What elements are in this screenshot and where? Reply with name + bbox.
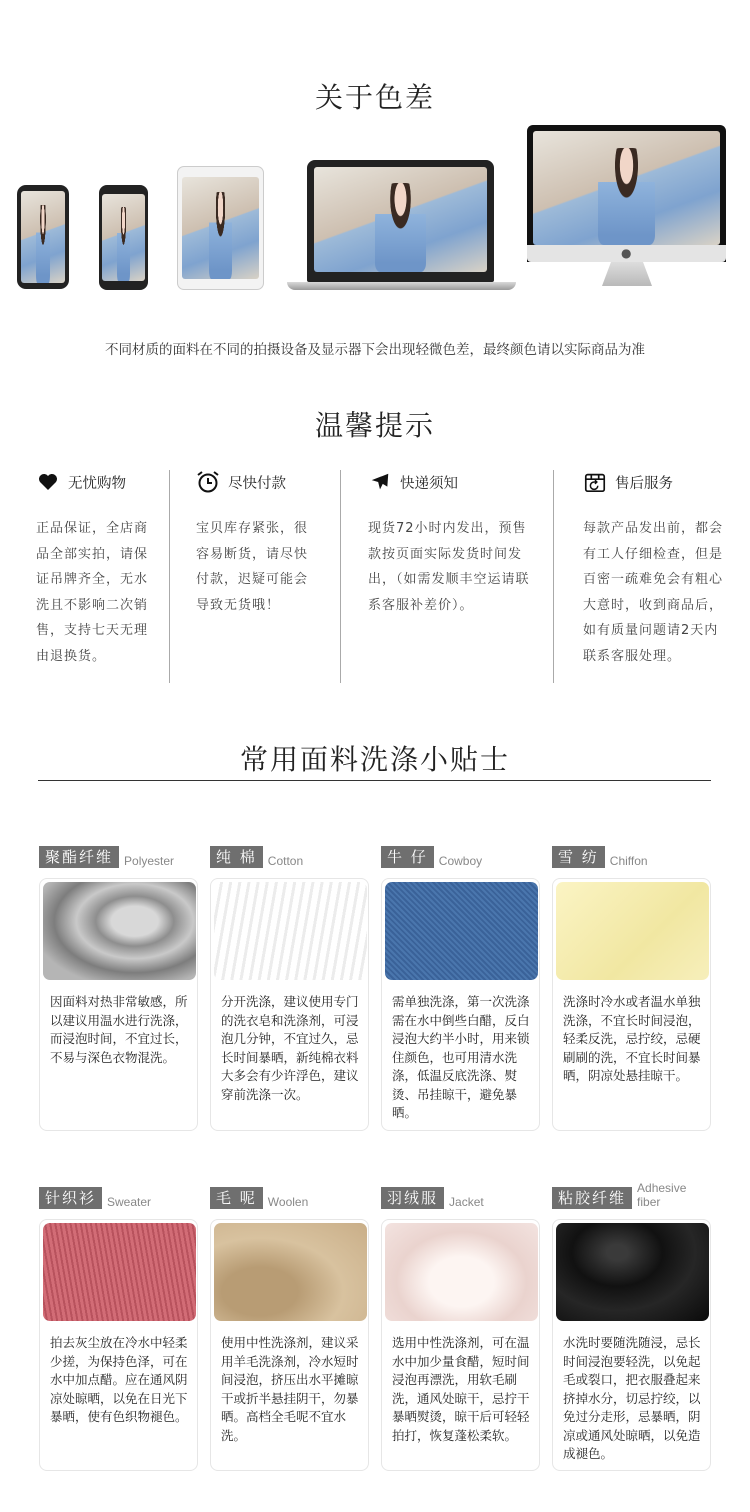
tip-text: 宝贝库存紧张，很容易断货，请尽快付款，迟疑可能会导致无货哦！ bbox=[196, 521, 309, 613]
divider bbox=[340, 470, 341, 683]
heart-icon bbox=[36, 470, 60, 494]
divider bbox=[553, 470, 554, 683]
laptop-device-image bbox=[307, 160, 494, 282]
fabric-care-text: 选用中性洗涤剂，可在温水中加少量食醋，短时间浸泡再漂洗，用软毛刷洗，通风处晾干，忌拧干暴晒熨烫，晾干后可轻轻拍打，恢复蓬松柔软。 bbox=[392, 1335, 530, 1443]
fabric-swatch-image bbox=[43, 882, 196, 980]
alarm-clock-icon bbox=[196, 470, 220, 494]
fabric-name-en: Woolen bbox=[267, 1195, 309, 1209]
tip-pay-soon bbox=[196, 468, 314, 618]
fabric-card-chiffon bbox=[552, 846, 711, 1131]
fabric-name-cn: 雪 纺 bbox=[552, 846, 605, 868]
phone-device-image bbox=[99, 185, 148, 290]
tip-shipping bbox=[368, 468, 532, 618]
fabric-swatch-image bbox=[385, 1223, 538, 1321]
fabric-care-text: 拍去灰尘放在冷水中轻柔少搓，为保持色泽，可在水中加点醋。应在通风阴凉处晾晒，以免在日光下暴晒，使有色织物褪色。 bbox=[50, 1335, 188, 1424]
fabric-name-en: Sweater bbox=[107, 1195, 152, 1209]
tip-after-sales bbox=[583, 468, 723, 669]
tablet-device-image bbox=[177, 166, 264, 290]
tip-label: 快递须知 bbox=[400, 475, 458, 492]
color-diff-title: 关于色差 bbox=[314, 81, 435, 114]
monitor-stand bbox=[602, 262, 652, 286]
fabric-name-en: Adhesive fiber bbox=[637, 1181, 687, 1209]
tips-title: 温馨提示 bbox=[314, 409, 435, 442]
device-showcase bbox=[0, 120, 750, 300]
fabric-name-en: Chiffon bbox=[609, 854, 648, 868]
fabric-swatch-image bbox=[43, 1223, 196, 1321]
tip-label: 尽快付款 bbox=[228, 475, 286, 492]
fabric-care-text: 因面料对热非常敏感，所以建议用温水进行洗涤，而浸泡时间，不宜过长，不易与深色衣物混洗。 bbox=[50, 994, 188, 1065]
fabric-name-cn: 粘胶纤维 bbox=[552, 1187, 632, 1209]
fabric-care-text: 需单独洗涤，第一次洗涤需在水中倒些白醋，反白浸泡大约半小时，用来锁住颜色，也可用清水洗涤，低温反底洗涤、熨烫、吊挂晾干，避免暴晒。 bbox=[392, 994, 530, 1120]
fabric-card-cowboy bbox=[381, 846, 540, 1131]
tip-text: 正品保证，全店商品全部实拍，请保证吊牌齐全，无水洗且不影响二次销售，支持七天无理由退换货。 bbox=[36, 521, 149, 664]
fabric-name-cn: 毛 呢 bbox=[210, 1187, 263, 1209]
divider bbox=[169, 470, 170, 683]
fabric-card-adhesive-fiber bbox=[552, 1181, 711, 1472]
desktop-monitor-image bbox=[527, 125, 726, 262]
fabrics-title: 常用面料洗涤小贴士 bbox=[239, 743, 510, 776]
fabric-swatch-image bbox=[214, 1223, 367, 1321]
fabric-name-en: Polyester bbox=[124, 854, 175, 868]
fabric-care-text: 分开洗涤，建议使用专门的洗衣皂和洗涤剂，可浸泡几分钟，不宜过久，忌长时间暴晒，新纯棉衣料大多会有少许浮色，建议穿前洗涤一次。 bbox=[221, 994, 359, 1102]
tip-text: 每款产品发出前，都会有工人仔细检查，但是百密一疏难免会有粗心大意时，收到商品后，如有质量问题请2天内联系客服处理。 bbox=[583, 521, 724, 664]
tip-label: 无忧购物 bbox=[68, 475, 126, 492]
fabric-swatch-image bbox=[385, 882, 538, 980]
airplane-icon bbox=[368, 470, 392, 494]
fabric-name-cn: 针织衫 bbox=[39, 1187, 102, 1209]
tip-worry-free bbox=[36, 468, 148, 669]
color-diff-caption: 不同材质的面料在不同的拍摄设备及显示器下会出现轻微色差，最终颜色请以实际商品为准 bbox=[105, 342, 645, 358]
fabric-card-woolen bbox=[210, 1187, 369, 1472]
fabric-name-en: Cotton bbox=[267, 854, 304, 868]
phone-device-image bbox=[17, 185, 69, 289]
apple-logo-icon: ● bbox=[621, 246, 632, 260]
fabric-name-en: Cowboy bbox=[438, 854, 483, 868]
fabric-name-cn: 牛 仔 bbox=[381, 846, 434, 868]
fabric-card-jacket bbox=[381, 1187, 540, 1472]
fabric-card-cotton bbox=[210, 846, 369, 1131]
fabric-name-cn: 纯 棉 bbox=[210, 846, 263, 868]
fabric-swatch-image bbox=[556, 1223, 709, 1321]
fabric-card-polyester bbox=[39, 846, 198, 1131]
fabric-care-text: 水洗时要随洗随浸，忌长时间浸泡要轻洗，以免起毛或裂口，把衣服叠起来挤掉水分，切忌拧绞，以免过分走形，忌暴晒，阴凉或通风处晾晒，以免造成褪色。 bbox=[563, 1335, 701, 1461]
fabric-name-en: Jacket bbox=[449, 1195, 484, 1209]
tip-label: 售后服务 bbox=[615, 475, 673, 492]
return-box-icon bbox=[583, 470, 607, 494]
fabric-care-text: 使用中性洗涤剂，建议采用羊毛洗涤剂，冷水短时间浸泡，挤压出水平摊晾干或折半悬挂阴干，勿暴晒。高档全毛呢不宜水洗。 bbox=[221, 1335, 359, 1443]
laptop-base bbox=[287, 282, 516, 290]
fabric-care-text: 洗涤时冷水或者温水单独洗涤，不宜长时间浸泡，轻柔反洗，忌拧绞，忌硬刷刷的洗，不宜长时间暴晒，阴凉处悬挂晾干。 bbox=[563, 994, 701, 1083]
tip-text: 现货72小时内发出，预售款按页面实际发货时间发出，（如需发顺丰空运请联系客服补差价）。 bbox=[368, 521, 530, 613]
fabric-swatch-image bbox=[556, 882, 709, 980]
fabric-swatch-image bbox=[214, 882, 367, 980]
fabrics-title-rule bbox=[38, 780, 711, 781]
fabric-card-sweater bbox=[39, 1187, 198, 1472]
fabric-name-cn: 聚酯纤维 bbox=[39, 846, 119, 868]
fabric-name-cn: 羽绒服 bbox=[381, 1187, 444, 1209]
